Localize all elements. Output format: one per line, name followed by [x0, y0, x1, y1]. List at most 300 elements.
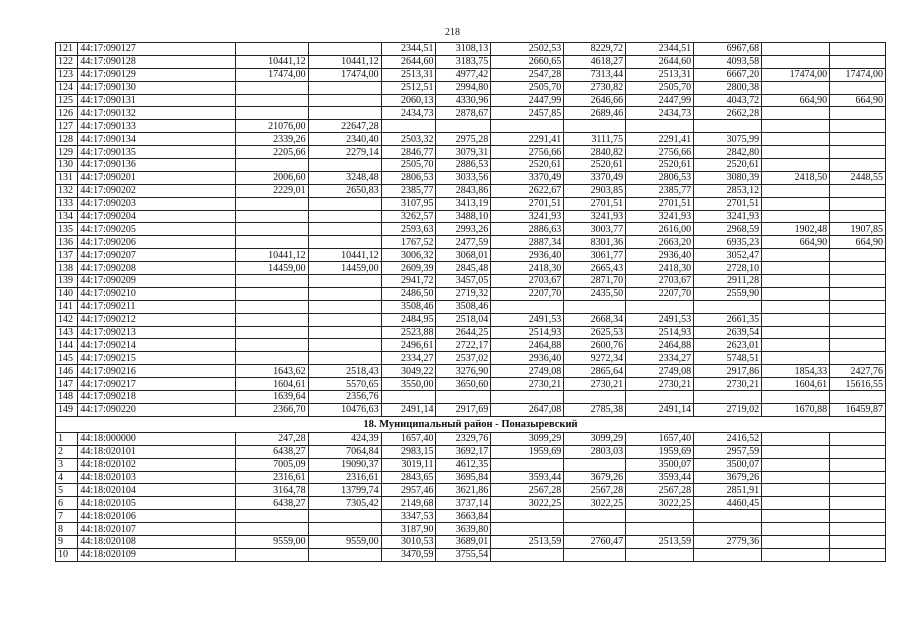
- value-cell: 2730,21: [626, 378, 694, 391]
- value-cell: 3679,26: [694, 471, 762, 484]
- value-cell: 2316,61: [308, 471, 381, 484]
- value-cell: 2291,41: [491, 133, 564, 146]
- value-cell: [491, 120, 564, 133]
- row-number-cell: 122: [56, 55, 78, 68]
- cadastral-block-cell: 44:17:090208: [78, 262, 235, 275]
- row-number-cell: 139: [56, 275, 78, 288]
- value-cell: 2567,28: [491, 484, 564, 497]
- value-cell: 2886,63: [491, 223, 564, 236]
- value-cell: 2842,80: [694, 146, 762, 159]
- value-cell: 3111,75: [564, 133, 626, 146]
- cadastral-block-cell: 44:17:090133: [78, 120, 235, 133]
- value-cell: 3663,84: [436, 510, 491, 523]
- value-cell: 2447,99: [626, 94, 694, 107]
- value-cell: 1907,85: [830, 223, 886, 236]
- value-cell: [762, 210, 830, 223]
- value-cell: 3593,44: [626, 471, 694, 484]
- value-cell: 2316,61: [235, 471, 308, 484]
- value-cell: 2886,53: [436, 159, 491, 172]
- cadastral-block-cell: 44:17:090129: [78, 68, 235, 81]
- table-row: [56, 352, 886, 365]
- value-cell: [830, 262, 886, 275]
- value-cell: 2936,40: [626, 249, 694, 262]
- value-cell: 424,39: [308, 432, 381, 445]
- value-cell: 3621,86: [436, 484, 491, 497]
- table-row: [56, 445, 886, 458]
- value-cell: 2385,77: [381, 184, 436, 197]
- value-cell: 2644,60: [381, 55, 436, 68]
- value-cell: 2514,93: [626, 326, 694, 339]
- cadastral-block-cell: 44:18:020102: [78, 458, 235, 471]
- value-cell: 9559,00: [308, 535, 381, 548]
- value-cell: 2851,91: [694, 484, 762, 497]
- table-row: [56, 262, 886, 275]
- value-cell: [235, 197, 308, 210]
- value-cell: 2957,59: [694, 445, 762, 458]
- cadastral-block-cell: 44:18:000000: [78, 432, 235, 445]
- value-cell: 3075,99: [694, 133, 762, 146]
- value-cell: [564, 391, 626, 404]
- value-cell: 10441,12: [308, 249, 381, 262]
- value-cell: 1657,40: [626, 432, 694, 445]
- value-cell: [830, 326, 886, 339]
- value-cell: 3022,25: [626, 497, 694, 510]
- value-cell: [626, 523, 694, 536]
- value-cell: 247,28: [235, 432, 308, 445]
- row-number-cell: 137: [56, 249, 78, 262]
- value-cell: 2917,69: [436, 403, 491, 416]
- cadastral-block-cell: 44:17:090130: [78, 81, 235, 94]
- value-cell: [830, 184, 886, 197]
- value-cell: 3022,25: [491, 497, 564, 510]
- value-cell: [830, 107, 886, 120]
- value-cell: 1767,52: [381, 236, 436, 249]
- cadastral-block-cell: 44:17:090210: [78, 287, 235, 300]
- value-cell: 2340,40: [308, 133, 381, 146]
- value-cell: 2457,85: [491, 107, 564, 120]
- table-row: [56, 197, 886, 210]
- value-cell: [830, 523, 886, 536]
- value-cell: 2512,51: [381, 81, 436, 94]
- value-cell: 5748,51: [694, 352, 762, 365]
- cadastral-block-cell: 44:18:020109: [78, 548, 235, 561]
- value-cell: 2418,50: [762, 171, 830, 184]
- value-cell: 1854,33: [762, 365, 830, 378]
- value-cell: [626, 300, 694, 313]
- value-cell: 2936,40: [491, 352, 564, 365]
- row-number-cell: 1: [56, 432, 78, 445]
- value-cell: [235, 94, 308, 107]
- value-cell: [762, 249, 830, 262]
- value-cell: 2701,51: [491, 197, 564, 210]
- value-cell: 664,90: [762, 94, 830, 107]
- value-cell: 1604,61: [762, 378, 830, 391]
- value-cell: 1959,69: [626, 445, 694, 458]
- value-cell: [762, 535, 830, 548]
- table-row: [56, 484, 886, 497]
- value-cell: 3508,46: [381, 300, 436, 313]
- value-cell: 3033,56: [436, 171, 491, 184]
- cadastral-value-table: [55, 42, 886, 562]
- table-row: [56, 378, 886, 391]
- value-cell: [564, 523, 626, 536]
- value-cell: 6667,20: [694, 68, 762, 81]
- value-cell: 2644,25: [436, 326, 491, 339]
- value-cell: [830, 445, 886, 458]
- value-cell: 1902,48: [762, 223, 830, 236]
- cadastral-block-cell: 44:17:090206: [78, 236, 235, 249]
- value-cell: 3241,93: [564, 210, 626, 223]
- row-number-cell: 134: [56, 210, 78, 223]
- value-cell: 3183,75: [436, 55, 491, 68]
- table-row: [56, 171, 886, 184]
- value-cell: 2523,88: [381, 326, 436, 339]
- value-cell: 2513,59: [626, 535, 694, 548]
- value-cell: 2520,61: [694, 159, 762, 172]
- table-row: [56, 184, 886, 197]
- value-cell: 664,90: [830, 236, 886, 249]
- value-cell: 2662,28: [694, 107, 762, 120]
- value-cell: 15616,55: [830, 378, 886, 391]
- cadastral-block-cell: 44:17:090132: [78, 107, 235, 120]
- value-cell: 7305,42: [308, 497, 381, 510]
- table-row: [56, 236, 886, 249]
- cadastral-block-cell: 44:17:090202: [78, 184, 235, 197]
- value-cell: 2616,00: [626, 223, 694, 236]
- value-cell: 3550,00: [381, 378, 436, 391]
- value-cell: 2427,76: [830, 365, 886, 378]
- value-cell: 2719,02: [694, 403, 762, 416]
- row-number-cell: 136: [56, 236, 78, 249]
- cadastral-block-cell: 44:17:090220: [78, 403, 235, 416]
- value-cell: 2703,67: [491, 275, 564, 288]
- value-cell: 2279,14: [308, 146, 381, 159]
- value-cell: 2513,31: [626, 68, 694, 81]
- value-cell: 2491,14: [626, 403, 694, 416]
- value-cell: 3500,07: [626, 458, 694, 471]
- table-row: [56, 275, 886, 288]
- value-cell: 2447,99: [491, 94, 564, 107]
- cadastral-block-cell: 44:18:020106: [78, 510, 235, 523]
- value-cell: [762, 391, 830, 404]
- value-cell: 3488,10: [436, 210, 491, 223]
- table-row: [56, 120, 886, 133]
- value-cell: 2505,70: [381, 159, 436, 172]
- value-cell: 2730,21: [564, 378, 626, 391]
- cadastral-block-cell: 44:17:090201: [78, 171, 235, 184]
- value-cell: [762, 445, 830, 458]
- cadastral-block-cell: 44:17:090131: [78, 94, 235, 107]
- value-cell: [762, 55, 830, 68]
- value-cell: [762, 197, 830, 210]
- value-cell: 3010,53: [381, 535, 436, 548]
- value-cell: [308, 223, 381, 236]
- row-number-cell: 8: [56, 523, 78, 536]
- cadastral-block-cell: 44:17:090205: [78, 223, 235, 236]
- value-cell: 1657,40: [381, 432, 436, 445]
- value-cell: [762, 81, 830, 94]
- value-cell: 3737,14: [436, 497, 491, 510]
- table-row: [56, 94, 886, 107]
- value-cell: 3241,93: [694, 210, 762, 223]
- cadastral-block-cell: 44:17:090214: [78, 339, 235, 352]
- value-cell: 2625,53: [564, 326, 626, 339]
- value-cell: [308, 159, 381, 172]
- cadastral-block-cell: 44:17:090213: [78, 326, 235, 339]
- value-cell: [762, 339, 830, 352]
- row-number-cell: 10: [56, 548, 78, 561]
- value-cell: 3019,11: [381, 458, 436, 471]
- value-cell: 2435,50: [564, 287, 626, 300]
- value-cell: [830, 458, 886, 471]
- value-cell: 2878,67: [436, 107, 491, 120]
- value-cell: 2339,26: [235, 133, 308, 146]
- value-cell: [308, 107, 381, 120]
- value-cell: 17474,00: [235, 68, 308, 81]
- value-cell: 3689,01: [436, 535, 491, 548]
- table-row: [56, 313, 886, 326]
- row-number-cell: 135: [56, 223, 78, 236]
- value-cell: [308, 197, 381, 210]
- value-cell: 2730,82: [564, 81, 626, 94]
- value-cell: [235, 275, 308, 288]
- row-number-cell: 144: [56, 339, 78, 352]
- value-cell: 2520,61: [564, 159, 626, 172]
- value-cell: 3006,32: [381, 249, 436, 262]
- value-cell: 2941,72: [381, 275, 436, 288]
- table-row: [56, 55, 886, 68]
- value-cell: [762, 352, 830, 365]
- value-cell: [491, 300, 564, 313]
- table-row: [56, 223, 886, 236]
- value-cell: [762, 120, 830, 133]
- value-cell: [830, 339, 886, 352]
- value-cell: 3593,44: [491, 471, 564, 484]
- value-cell: 2917,86: [694, 365, 762, 378]
- row-number-cell: 138: [56, 262, 78, 275]
- table-row: [56, 523, 886, 536]
- value-cell: [308, 300, 381, 313]
- value-cell: 2730,21: [491, 378, 564, 391]
- value-cell: 2520,61: [491, 159, 564, 172]
- value-cell: 3508,46: [436, 300, 491, 313]
- value-cell: [694, 548, 762, 561]
- cadastral-block-cell: 44:17:090218: [78, 391, 235, 404]
- value-cell: 3262,57: [381, 210, 436, 223]
- value-cell: 14459,00: [235, 262, 308, 275]
- value-cell: 3099,29: [491, 432, 564, 445]
- value-cell: 2703,67: [626, 275, 694, 288]
- value-cell: 7064,84: [308, 445, 381, 458]
- value-cell: 2722,17: [436, 339, 491, 352]
- value-cell: 2416,52: [694, 432, 762, 445]
- value-cell: [830, 249, 886, 262]
- row-number-cell: 148: [56, 391, 78, 404]
- cadastral-block-cell: 44:17:090215: [78, 352, 235, 365]
- row-number-cell: 123: [56, 68, 78, 81]
- value-cell: 2719,32: [436, 287, 491, 300]
- value-cell: [762, 458, 830, 471]
- table-row: [56, 403, 886, 416]
- row-number-cell: 121: [56, 43, 78, 56]
- value-cell: [762, 287, 830, 300]
- value-cell: [308, 352, 381, 365]
- value-cell: [830, 548, 886, 561]
- value-cell: [308, 43, 381, 56]
- value-cell: [626, 510, 694, 523]
- value-cell: [830, 81, 886, 94]
- value-cell: 2518,04: [436, 313, 491, 326]
- cadastral-block-cell: 44:17:090203: [78, 197, 235, 210]
- value-cell: 2806,53: [381, 171, 436, 184]
- value-cell: 2434,73: [381, 107, 436, 120]
- row-number-cell: 127: [56, 120, 78, 133]
- row-number-cell: 7: [56, 510, 78, 523]
- value-cell: 2903,85: [564, 184, 626, 197]
- table-row: [56, 43, 886, 56]
- cadastral-block-cell: 44:18:020101: [78, 445, 235, 458]
- value-cell: 2291,41: [626, 133, 694, 146]
- value-cell: 2650,83: [308, 184, 381, 197]
- row-number-cell: 146: [56, 365, 78, 378]
- value-cell: [308, 81, 381, 94]
- value-cell: 2505,70: [491, 81, 564, 94]
- value-cell: 2344,51: [381, 43, 436, 56]
- row-number-cell: 5: [56, 484, 78, 497]
- value-cell: 3099,29: [564, 432, 626, 445]
- value-cell: [762, 432, 830, 445]
- cadastral-block-cell: 44:18:020107: [78, 523, 235, 536]
- value-cell: [830, 146, 886, 159]
- table-row: [56, 510, 886, 523]
- value-cell: 2609,39: [381, 262, 436, 275]
- value-cell: 2518,43: [308, 365, 381, 378]
- table-row: [56, 535, 886, 548]
- value-cell: 3695,84: [436, 471, 491, 484]
- value-cell: 2491,53: [491, 313, 564, 326]
- cadastral-block-cell: 44:17:090204: [78, 210, 235, 223]
- value-cell: [626, 120, 694, 133]
- value-cell: 2639,54: [694, 326, 762, 339]
- value-cell: [830, 55, 886, 68]
- value-cell: [762, 484, 830, 497]
- value-cell: 2660,65: [491, 55, 564, 68]
- value-cell: [235, 107, 308, 120]
- value-cell: 2600,76: [564, 339, 626, 352]
- value-cell: 1643,62: [235, 365, 308, 378]
- value-cell: [762, 43, 830, 56]
- value-cell: 2803,03: [564, 445, 626, 458]
- table-row: [56, 300, 886, 313]
- value-cell: 3079,31: [436, 146, 491, 159]
- value-cell: [762, 326, 830, 339]
- value-cell: 2448,55: [830, 171, 886, 184]
- value-cell: 3650,60: [436, 378, 491, 391]
- value-cell: 2623,01: [694, 339, 762, 352]
- value-cell: [436, 120, 491, 133]
- value-cell: 1959,69: [491, 445, 564, 458]
- value-cell: [308, 287, 381, 300]
- value-cell: [830, 313, 886, 326]
- value-cell: 3639,80: [436, 523, 491, 536]
- value-cell: 2060,13: [381, 94, 436, 107]
- value-cell: 2006,60: [235, 171, 308, 184]
- value-cell: [830, 484, 886, 497]
- value-cell: [762, 275, 830, 288]
- value-cell: [308, 523, 381, 536]
- value-cell: 2730,21: [694, 378, 762, 391]
- row-number-cell: 125: [56, 94, 78, 107]
- cadastral-block-cell: 44:17:090209: [78, 275, 235, 288]
- value-cell: [762, 548, 830, 561]
- value-cell: 2514,93: [491, 326, 564, 339]
- row-number-cell: 142: [56, 313, 78, 326]
- row-number-cell: 149: [56, 403, 78, 416]
- row-number-cell: 145: [56, 352, 78, 365]
- value-cell: 2513,31: [381, 68, 436, 81]
- section-header: [56, 416, 886, 432]
- row-number-cell: 141: [56, 300, 78, 313]
- value-cell: 2149,68: [381, 497, 436, 510]
- district-18-rows: [56, 432, 886, 561]
- value-cell: 2520,61: [626, 159, 694, 172]
- value-cell: 2871,70: [564, 275, 626, 288]
- value-cell: 3248,48: [308, 171, 381, 184]
- value-cell: 3068,01: [436, 249, 491, 262]
- value-cell: 3276,90: [436, 365, 491, 378]
- value-cell: [762, 133, 830, 146]
- value-cell: [762, 159, 830, 172]
- value-cell: 6935,23: [694, 236, 762, 249]
- value-cell: 2843,65: [381, 471, 436, 484]
- row-number-cell: 4: [56, 471, 78, 484]
- value-cell: 7313,44: [564, 68, 626, 81]
- value-cell: 2593,63: [381, 223, 436, 236]
- value-cell: 2665,43: [564, 262, 626, 275]
- value-cell: 2547,28: [491, 68, 564, 81]
- value-cell: [762, 471, 830, 484]
- cadastral-block-cell: 44:17:090135: [78, 146, 235, 159]
- value-cell: 2329,76: [436, 432, 491, 445]
- value-cell: [564, 300, 626, 313]
- value-cell: [694, 510, 762, 523]
- value-cell: [308, 94, 381, 107]
- table-row: [56, 326, 886, 339]
- value-cell: 17474,00: [830, 68, 886, 81]
- row-number-cell: 6: [56, 497, 78, 510]
- row-number-cell: 133: [56, 197, 78, 210]
- value-cell: [694, 391, 762, 404]
- value-cell: 2418,30: [626, 262, 694, 275]
- section-row: [56, 416, 886, 432]
- value-cell: [564, 548, 626, 561]
- value-cell: [235, 159, 308, 172]
- value-cell: [235, 313, 308, 326]
- row-number-cell: 147: [56, 378, 78, 391]
- table-row: [56, 391, 886, 404]
- value-cell: 2701,51: [694, 197, 762, 210]
- value-cell: 2728,10: [694, 262, 762, 275]
- value-cell: 2491,53: [626, 313, 694, 326]
- value-cell: 3061,77: [564, 249, 626, 262]
- value-cell: [308, 548, 381, 561]
- cadastral-block-cell: 44:17:090212: [78, 313, 235, 326]
- cadastral-block-cell: 44:17:090216: [78, 365, 235, 378]
- value-cell: [626, 548, 694, 561]
- value-cell: 6438,27: [235, 497, 308, 510]
- value-cell: [626, 391, 694, 404]
- value-cell: 3241,93: [491, 210, 564, 223]
